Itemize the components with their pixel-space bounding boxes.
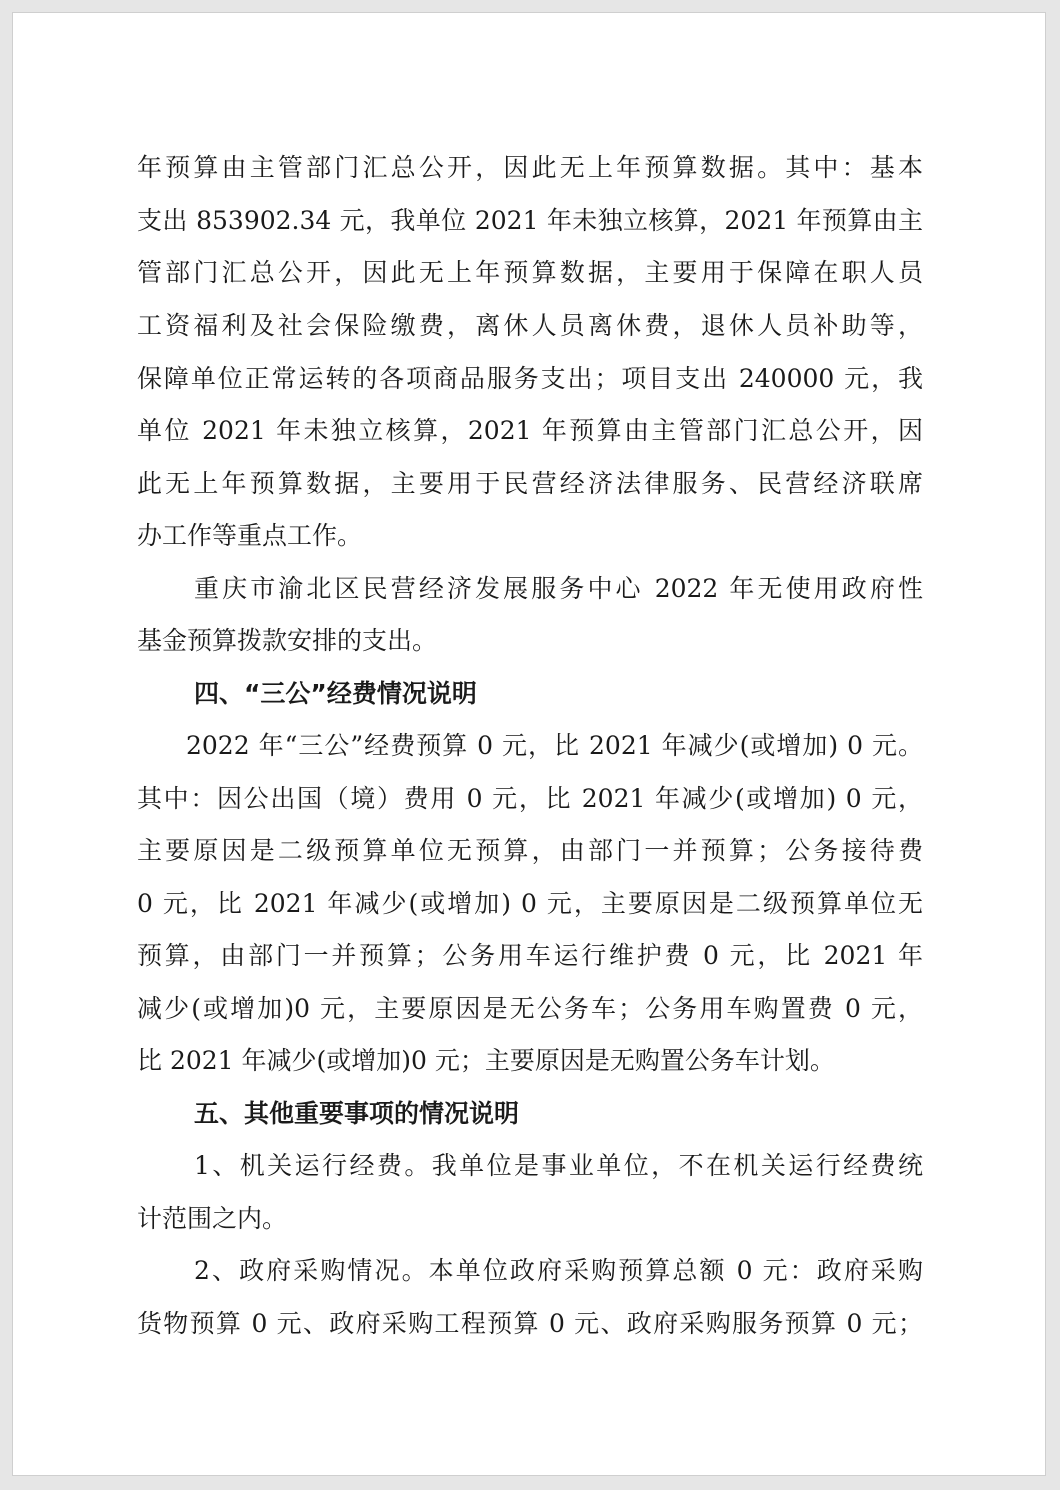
paragraph-3-line: 比 2021 年减少(或增加)0 元；主要原因是无购置公务车计划。 xyxy=(137,1046,835,1075)
paragraph-3-line: 减少(或增加)0 元，主要原因是无公务车；公务用车购置费 0 元， xyxy=(137,994,923,1023)
paragraph-1-line: 办工作等重点工作。 xyxy=(137,521,363,550)
paragraph-1-line: 支出 853902.34 元，我单位 2021 年未独立核算，2021 年预算由主 xyxy=(137,206,923,235)
paragraph-3-line: 其中：因公出国（境）费用 0 元，比 2021 年减少(或增加) 0 元， xyxy=(137,784,923,813)
paragraph-5-line: 2、政府采购情况。本单位政府采购预算总额 0 元：政府采购 xyxy=(194,1256,923,1285)
paragraph-1-line: 单位 2021 年未独立核算，2021 年预算由主管部门汇总公开，因 xyxy=(137,416,923,445)
paragraph-4-line: 1、机关运行经费。我单位是事业单位，不在机关运行经费统 xyxy=(194,1151,923,1180)
section-heading-5: 五、其他重要事项的情况说明 xyxy=(194,1099,520,1128)
paragraph-2-line: 基金预算拨款安排的支出。 xyxy=(137,626,438,655)
paragraph-2-line: 重庆市渝北区民营经济发展服务中心 2022 年无使用政府性 xyxy=(194,574,923,603)
paragraph-1-line: 年预算由主管部门汇总公开，因此无上年预算数据。其中：基本 xyxy=(137,153,923,182)
paragraph-5-line: 货物预算 0 元、政府采购工程预算 0 元、政府采购服务预算 0 元； xyxy=(137,1309,923,1338)
paragraph-1-line: 管部门汇总公开，因此无上年预算数据，主要用于保障在职人员 xyxy=(137,258,923,287)
paragraph-1-line: 此无上年预算数据，主要用于民营经济法律服务、民营经济联席 xyxy=(137,469,923,498)
paragraph-3-line: 主要原因是二级预算单位无预算，由部门一并预算；公务接待费 xyxy=(137,836,923,865)
paragraph-3-line: 2022 年“三公”经费预算 0 元，比 2021 年减少(或增加) 0 元。 xyxy=(186,731,923,760)
paragraph-1-line: 工资福利及社会保险缴费，离休人员离休费，退休人员补助等， xyxy=(137,311,923,340)
paragraph-1-line: 保障单位正常运转的各项商品服务支出；项目支出 240000 元，我 xyxy=(137,364,923,393)
paragraph-3-line: 0 元，比 2021 年减少(或增加) 0 元，主要原因是二级预算单位无 xyxy=(137,889,923,918)
paragraph-3-line: 预算，由部门一并预算；公务用车运行维护费 0 元，比 2021 年 xyxy=(137,941,923,970)
section-heading-4: 四、“三公”经费情况说明 xyxy=(194,679,477,708)
paragraph-4-line: 计范围之内。 xyxy=(137,1204,288,1233)
